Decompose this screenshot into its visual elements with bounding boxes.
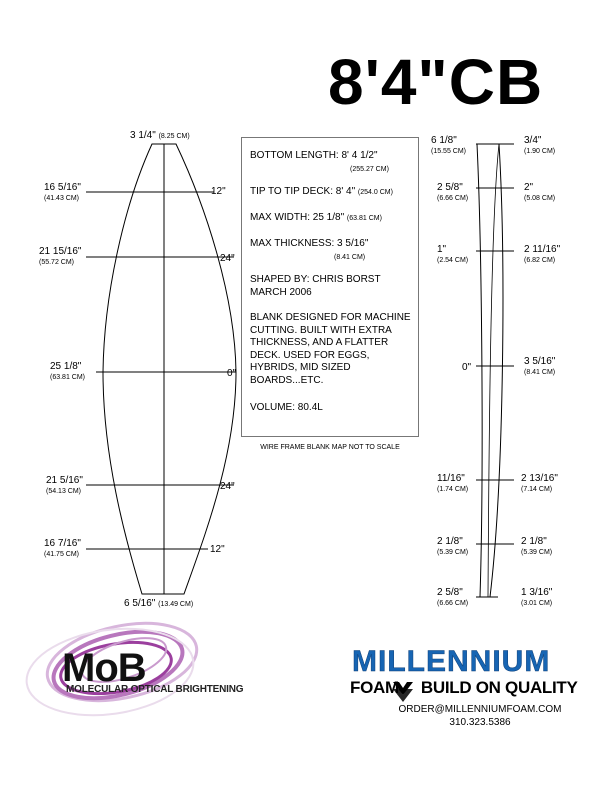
- outline-width-5: 16 7/16": [44, 538, 81, 549]
- profile-right-1: 3/4": [524, 135, 542, 146]
- profile-right-5: 2 13/16": [521, 473, 558, 484]
- profile-left-2: 2 5/8": [437, 182, 463, 193]
- board-outline: [103, 144, 236, 594]
- max-thickness: MAX THICKNESS: 3 5/16": [250, 238, 369, 249]
- outline-mark-1: 12": [211, 186, 226, 197]
- profile-right-4: 3 5/16": [524, 356, 556, 367]
- profile-left-3: 1": [437, 244, 447, 255]
- profile-right-7: 1 3/16": [521, 587, 553, 598]
- profile-left-6: 2 1/8": [437, 536, 463, 547]
- profile-right-4-cm: (8.41 CM): [524, 369, 556, 376]
- profile-left-2-cm: (6.66 CM): [437, 195, 469, 202]
- profile-left-3-cm: (2.54 CM): [437, 257, 469, 264]
- outline-mark-4: 24": [220, 481, 235, 492]
- profile-left-1-cm: (15.55 CM): [431, 148, 467, 155]
- profile-left-5: 11/16": [437, 473, 465, 484]
- spec-box: [241, 137, 419, 437]
- profile-left-7: 2 5/8": [437, 587, 463, 598]
- profile-left-5-cm: (1.74 CM): [437, 486, 469, 493]
- profile-right-5-cm: (7.14 CM): [521, 486, 553, 493]
- outline-width-5-cm: (41.75 CM): [44, 551, 80, 558]
- outline-mark-5: 12": [210, 544, 225, 555]
- outline-width-3: 25 1/8": [50, 361, 82, 372]
- outline-width-1: 16 5/16": [44, 182, 81, 193]
- tail-dimension: 6 5/16" (13.49 CM): [124, 598, 194, 609]
- contact-email[interactable]: ORDER@MILLENNIUMFOAM.COM: [398, 704, 562, 715]
- outline-mark-3: 0": [227, 368, 237, 379]
- profile-inner: [488, 144, 499, 597]
- profile-right-2: 2": [524, 182, 534, 193]
- profile-left-7-cm: (6.66 CM): [437, 600, 469, 607]
- outline-width-2: 21 15/16": [39, 246, 82, 257]
- tip-to-tip-deck: TIP TO TIP DECK: 8' 4" (254.0 CM): [250, 186, 393, 197]
- profile-right-6-cm: (5.39 CM): [521, 549, 553, 556]
- outline-mark-2: 24": [220, 253, 235, 264]
- nose-dimension: 3 1/4" (8.25 CM): [130, 130, 190, 141]
- max-thickness-cm: (8.41 CM): [334, 254, 366, 261]
- profile-right-1-cm: (1.90 CM): [524, 148, 556, 155]
- shape-date: MARCH 2006: [250, 287, 312, 298]
- millennium-tagline: FOAM BUILD ON QUALITY: [350, 678, 578, 697]
- profile-left-6-cm: (5.39 CM): [437, 549, 469, 556]
- bottom-length: BOTTOM LENGTH: 8' 4 1/2": [250, 150, 378, 161]
- outline-width-4: 21 5/16": [46, 475, 83, 486]
- contact-phone: 310.323.5386: [449, 717, 511, 728]
- max-width: MAX WIDTH: 25 1/8" (63.81 CM): [250, 212, 382, 223]
- mob-tagline: MOLECULAR OPTICAL BRIGHTENING: [66, 684, 244, 695]
- blank-description: BLANK DESIGNED FOR MACHINE CUTTING. BUILT WITH EXTRA THICKNESS, AND A FLATTER DECK. USED FOR EGGS, HYBRIDS, MID SIZED BOARDS...ETC.: [250, 312, 411, 386]
- millennium-logo: MILLENNIUM: [352, 645, 551, 678]
- outline-width-2-cm: (55.72 CM): [39, 259, 75, 266]
- volume: VOLUME: 80.4L: [250, 402, 323, 413]
- mob-logo: MoB: [62, 646, 146, 690]
- profile-right-3: 2 11/16": [524, 244, 561, 255]
- profile-bottom: [477, 144, 482, 597]
- profile-left-4: 0": [462, 362, 472, 373]
- contact-info: [330, 703, 612, 729]
- profile-left-1: 6 1/8": [431, 135, 457, 146]
- outline-width-4-cm: (54.13 CM): [46, 488, 82, 495]
- outline-width-3-cm: (63.81 CM): [50, 374, 86, 381]
- scale-note: WIRE FRAME BLANK MAP NOT TO SCALE: [260, 444, 400, 451]
- profile-right-7-cm: (3.01 CM): [521, 600, 553, 607]
- profile-right-2-cm: (5.08 CM): [524, 195, 556, 202]
- profile-right-3-cm: (6.82 CM): [524, 257, 556, 264]
- outline-width-1-cm: (41.43 CM): [44, 195, 80, 202]
- profile-right-6: 2 1/8": [521, 536, 547, 547]
- page-title: 8'4"CB: [328, 46, 544, 118]
- shaped-by: SHAPED BY: CHRIS BORST: [250, 274, 381, 285]
- bottom-length-cm: (255.27 CM): [350, 166, 389, 173]
